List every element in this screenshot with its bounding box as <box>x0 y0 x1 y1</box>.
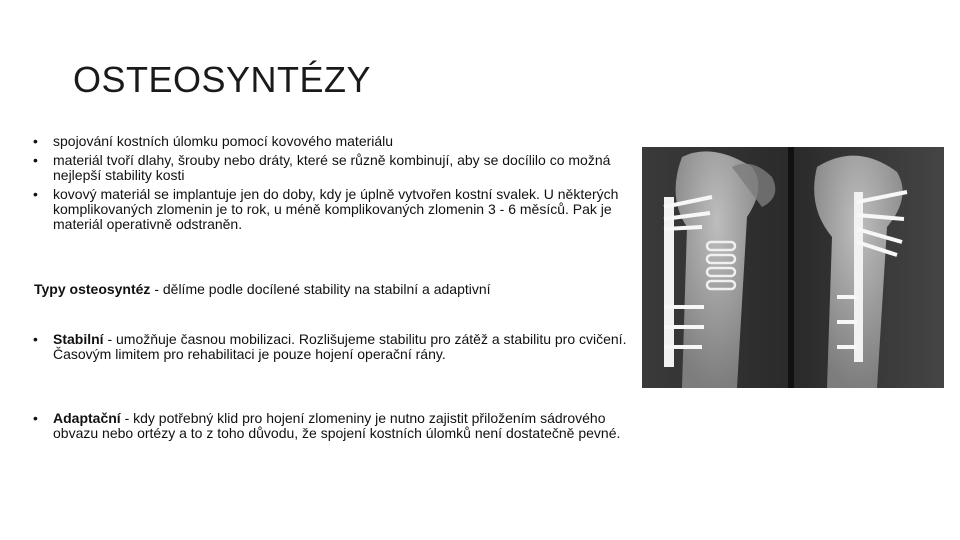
bullet-icon: • <box>33 133 38 149</box>
slide-title: OSTEOSYNTÉZY <box>73 59 372 100</box>
list-item-text: materiál tvoří dlahy, šrouby nebo dráty, které se různě kombinují, aby se docílilo co možná nejlepší stability kosti <box>53 152 611 183</box>
bullet-icon: • <box>33 410 38 426</box>
xray-image <box>642 147 944 388</box>
bullet-icon: • <box>33 152 38 168</box>
bullet-icon: • <box>33 331 38 347</box>
adaptive-section <box>30 411 640 445</box>
types-line <box>34 281 491 297</box>
xray-illustration <box>642 147 944 388</box>
list-item-text: spojování kostních úlomku pomocí kovového materiálu <box>53 133 394 149</box>
stable-term: Stabilní <box>53 331 104 347</box>
list-item <box>30 153 640 183</box>
list-item <box>30 332 640 362</box>
types-term: Typy osteosyntéz <box>34 281 151 297</box>
adaptive-term: Adaptační <box>53 410 121 426</box>
stable-section <box>30 332 640 366</box>
list-item-text: kovový materiál se implantuje jen do doby, kdy je úplně vytvořen kostní svalek. U některých komplikovaných zlomenin je to rok, u méně komplikovaných zlomenin 3 - 6 měsíců. Pak je materiál operativně odstraněn. <box>53 186 619 232</box>
adaptive-text: - kdy potřebný klid pro hojení zlomeniny je nutno zajistit přiložením sádrového obvazu nebo ortézy a to z toho důvodu, že spojení kostních úlomků není dostatečně pevné. <box>53 410 621 441</box>
stable-text: - umožňuje časnou mobilizaci. Rozlišujeme stabilitu pro zátěž a stabilitu pro cvičení. Časovým limitem pro rehabilitaci je pouze hojení operační rány. <box>53 331 627 362</box>
types-text: - dělíme podle docílené stability na stabilní a adaptivní <box>150 281 491 297</box>
bullet-icon: • <box>33 186 38 202</box>
list-item <box>30 134 640 149</box>
intro-list <box>30 134 640 236</box>
list-item <box>30 411 640 441</box>
list-item <box>30 187 640 232</box>
